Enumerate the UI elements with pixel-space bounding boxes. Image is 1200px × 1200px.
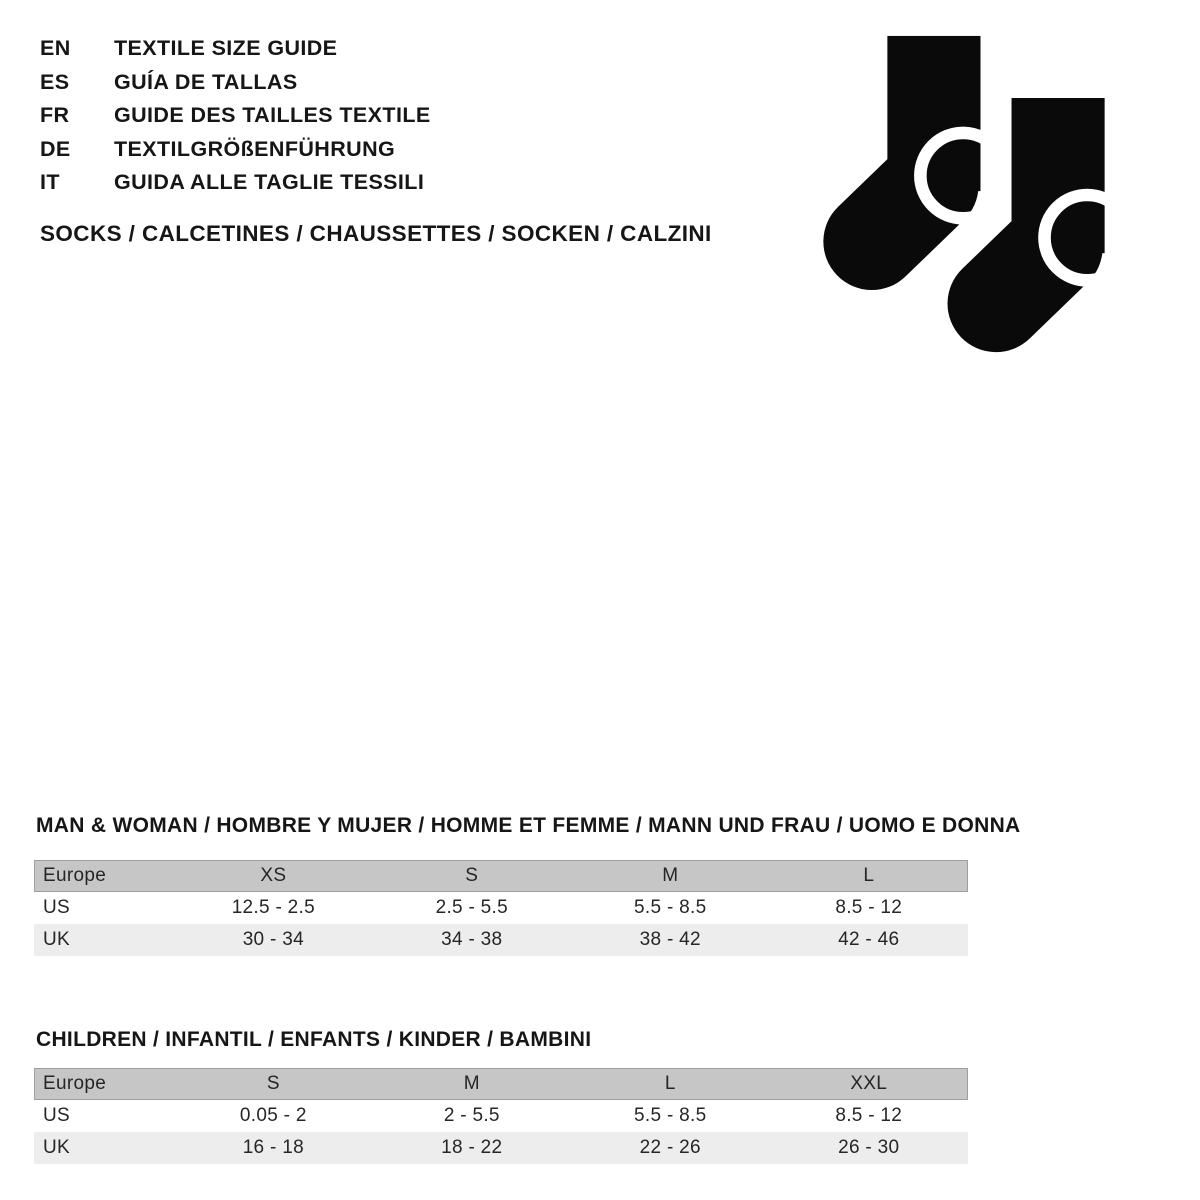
language-title: GUÍA DE TALLAS (114, 69, 298, 94)
language-code: ES (40, 69, 70, 94)
header-cell-size: M (662, 865, 679, 886)
size-cell: 18 - 22 (441, 1137, 503, 1158)
man-woman-size-table (34, 860, 968, 956)
size-cell: 30 - 34 (242, 929, 304, 950)
table-header-row (34, 1068, 968, 1100)
table-row-us (34, 1100, 968, 1132)
language-title: TEXTILE SIZE GUIDE (114, 36, 338, 60)
language-row-es (40, 70, 431, 104)
language-title: TEXTILGRÖßENFÜHRUNG (114, 136, 396, 161)
header-cell-region: Europe (43, 865, 107, 886)
socks-icon (817, 34, 1111, 356)
man-woman-section (34, 814, 1021, 956)
language-code: DE (40, 136, 71, 161)
size-cell: 34 - 38 (441, 929, 503, 950)
man-woman-title: MAN & WOMAN / HOMBRE Y MUJER / HOMME ET FEMME / MANN UND FRAU / UOMO E DONNA (36, 814, 1021, 837)
header-cell-size: S (266, 1073, 280, 1094)
language-title: GUIDE DES TAILLES TEXTILE (114, 103, 431, 127)
children-section (34, 1028, 968, 1164)
size-cell: 12.5 - 2.5 (231, 897, 315, 918)
children-title: CHILDREN / INFANTIL / ENFANTS / KINDER / BAMBINI (36, 1028, 592, 1051)
size-cell: 2.5 - 5.5 (435, 897, 508, 918)
size-cell: 26 - 30 (838, 1137, 900, 1158)
table-row-uk (34, 924, 968, 956)
header-cell-size: XS (260, 865, 287, 886)
header-cell-size: L (863, 865, 875, 886)
row-label: US (43, 1105, 70, 1126)
language-list (40, 36, 431, 204)
language-row-it (40, 170, 431, 204)
size-cell: 38 - 42 (639, 929, 701, 950)
language-title: GUIDA ALLE TAGLIE TESSILI (114, 170, 425, 194)
children-size-table (34, 1068, 968, 1164)
language-row-en (40, 36, 431, 70)
header-cell-size: XXL (850, 1073, 888, 1094)
table-header-row (34, 860, 968, 892)
size-cell: 2 - 5.5 (443, 1105, 500, 1126)
header-cell-size: M (463, 1073, 480, 1094)
row-label: UK (43, 929, 70, 950)
header-cell-region: Europe (43, 1073, 107, 1094)
size-cell: 5.5 - 8.5 (634, 897, 707, 918)
sock-right (996, 98, 1111, 304)
header-cell-size: S (465, 865, 479, 886)
table-row-uk (34, 1132, 968, 1164)
header-cell-size: L (664, 1073, 676, 1094)
language-code: IT (40, 170, 60, 194)
size-cell: 0.05 - 2 (239, 1105, 307, 1126)
size-cell: 22 - 26 (639, 1137, 701, 1158)
sock-left (872, 36, 1006, 242)
row-label: UK (43, 1137, 70, 1158)
size-cell: 8.5 - 12 (835, 897, 903, 918)
product-category-line: SOCKS / CALCETINES / CHAUSSETTES / SOCKEN / CALZINI (40, 221, 712, 246)
size-cell: 5.5 - 8.5 (634, 1105, 707, 1126)
row-label: US (43, 897, 70, 918)
table-row-us (34, 892, 968, 924)
size-cell: 42 - 46 (838, 929, 900, 950)
size-cell: 16 - 18 (242, 1137, 304, 1158)
size-cell: 8.5 - 12 (835, 1105, 903, 1126)
language-code: FR (40, 103, 70, 127)
language-row-de (40, 137, 431, 171)
language-code: EN (40, 36, 71, 60)
language-row-fr (40, 103, 431, 137)
